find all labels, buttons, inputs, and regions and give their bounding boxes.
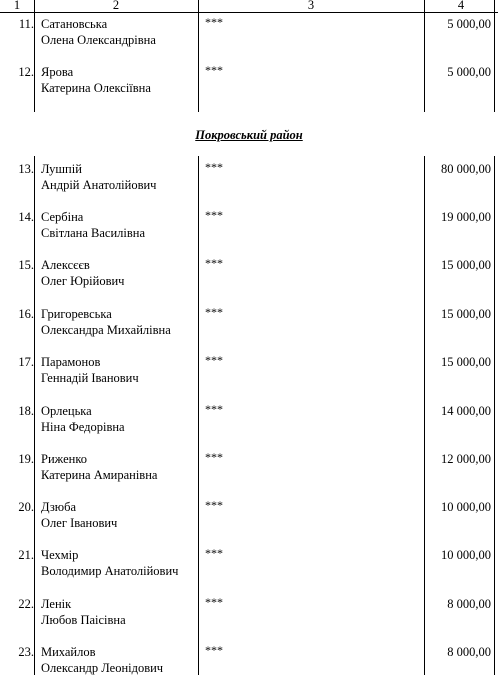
redacted-details: *** (205, 402, 223, 416)
person-given-names: Олег Юрійович (41, 274, 125, 288)
person-name (41, 209, 201, 241)
person-given-names: Світлана Василівна (41, 226, 145, 240)
table-row (0, 499, 498, 547)
person-surname: Парамонов (41, 355, 101, 369)
person-name (41, 547, 201, 579)
person-name (41, 306, 201, 338)
table-row (0, 547, 498, 595)
redacted-details: *** (205, 160, 223, 174)
amount: 10 000,00 (441, 548, 491, 562)
person-surname: Лушпій (41, 162, 82, 176)
row-number: 18. (18, 404, 34, 418)
amount: 19 000,00 (441, 210, 491, 224)
person-given-names: Володимир Анатолійович (41, 564, 179, 578)
table-row (0, 16, 498, 64)
person-given-names: Олег Іванович (41, 516, 118, 530)
redacted-details: *** (205, 546, 223, 560)
header-divider (424, 0, 425, 12)
table-row (0, 209, 498, 257)
person-surname: Алексєєв (41, 258, 90, 272)
amount: 15 000,00 (441, 355, 491, 369)
person-name (41, 257, 201, 289)
person-given-names: Катерина Олексіївна (41, 81, 151, 95)
row-number: 20. (18, 500, 34, 514)
amount: 80 000,00 (441, 162, 491, 176)
person-name (41, 16, 201, 48)
table-row (0, 403, 498, 451)
column-header-1: 1 (13, 0, 21, 12)
amount: 12 000,00 (441, 452, 491, 466)
table-row (0, 161, 498, 209)
person-name (41, 644, 201, 676)
person-name (41, 451, 201, 483)
section-title: Покровський район (195, 128, 303, 142)
person-surname: Сербіна (41, 210, 84, 224)
amount: 15 000,00 (441, 258, 491, 272)
row-number: 11. (18, 17, 34, 31)
amount: 10 000,00 (441, 500, 491, 514)
column-header-3: 3 (307, 0, 315, 12)
row-number: 17. (18, 355, 34, 369)
redacted-details: *** (205, 63, 223, 77)
redacted-details: *** (205, 353, 223, 367)
row-number: 14. (18, 210, 34, 224)
redacted-details: *** (205, 498, 223, 512)
table-row (0, 306, 498, 354)
row-number: 12. (18, 65, 34, 79)
table-row (0, 644, 498, 675)
person-given-names: Олена Олександрівна (41, 33, 156, 47)
row-number: 22. (18, 597, 34, 611)
row-number: 23. (18, 645, 34, 659)
column-header-4: 4 (457, 0, 465, 12)
table-row (0, 64, 498, 112)
person-surname: Михайлов (41, 645, 96, 659)
person-name (41, 596, 201, 628)
column-header-2: 2 (112, 0, 120, 12)
header-divider (34, 0, 35, 12)
row-number: 21. (18, 548, 34, 562)
person-name (41, 354, 201, 386)
person-given-names: Андрій Анатолійович (41, 178, 157, 192)
person-given-names: Геннадій Іванович (41, 371, 139, 385)
person-name (41, 161, 201, 193)
person-surname: Ленік (41, 597, 72, 611)
person-name (41, 499, 201, 531)
person-surname: Чехмір (41, 548, 79, 562)
person-given-names: Катерина Амиранівна (41, 468, 158, 482)
amount: 8 000,00 (447, 645, 491, 659)
row-number: 16. (18, 307, 34, 321)
row-number: 15. (18, 258, 34, 272)
table-row (0, 354, 498, 402)
person-given-names: Ніна Федорівна (41, 420, 125, 434)
person-name (41, 64, 201, 96)
amount: 5 000,00 (447, 17, 491, 31)
amount: 14 000,00 (441, 404, 491, 418)
amount: 8 000,00 (447, 597, 491, 611)
redacted-details: *** (205, 15, 223, 29)
redacted-details: *** (205, 208, 223, 222)
header-divider (198, 0, 199, 12)
row-number: 19. (18, 452, 34, 466)
person-name (41, 403, 201, 435)
redacted-details: *** (205, 305, 223, 319)
person-surname: Орлецька (41, 404, 92, 418)
amount: 5 000,00 (447, 65, 491, 79)
person-given-names: Олександра Михайлівна (41, 323, 171, 337)
redacted-details: *** (205, 256, 223, 270)
person-surname: Григоревська (41, 307, 112, 321)
header-divider (494, 0, 495, 12)
redacted-details: *** (205, 595, 223, 609)
person-surname: Риженко (41, 452, 88, 466)
redacted-details: *** (205, 450, 223, 464)
amount: 15 000,00 (441, 307, 491, 321)
person-surname: Сатановська (41, 17, 108, 31)
row-number: 13. (18, 162, 34, 176)
person-surname: Ярова (41, 65, 74, 79)
table-row (0, 257, 498, 305)
person-given-names: Олександр Леонідович (41, 661, 164, 675)
person-given-names: Любов Паісівна (41, 613, 126, 627)
table-row (0, 596, 498, 644)
table-row (0, 451, 498, 499)
redacted-details: *** (205, 643, 223, 657)
person-surname: Дзюба (41, 500, 77, 514)
